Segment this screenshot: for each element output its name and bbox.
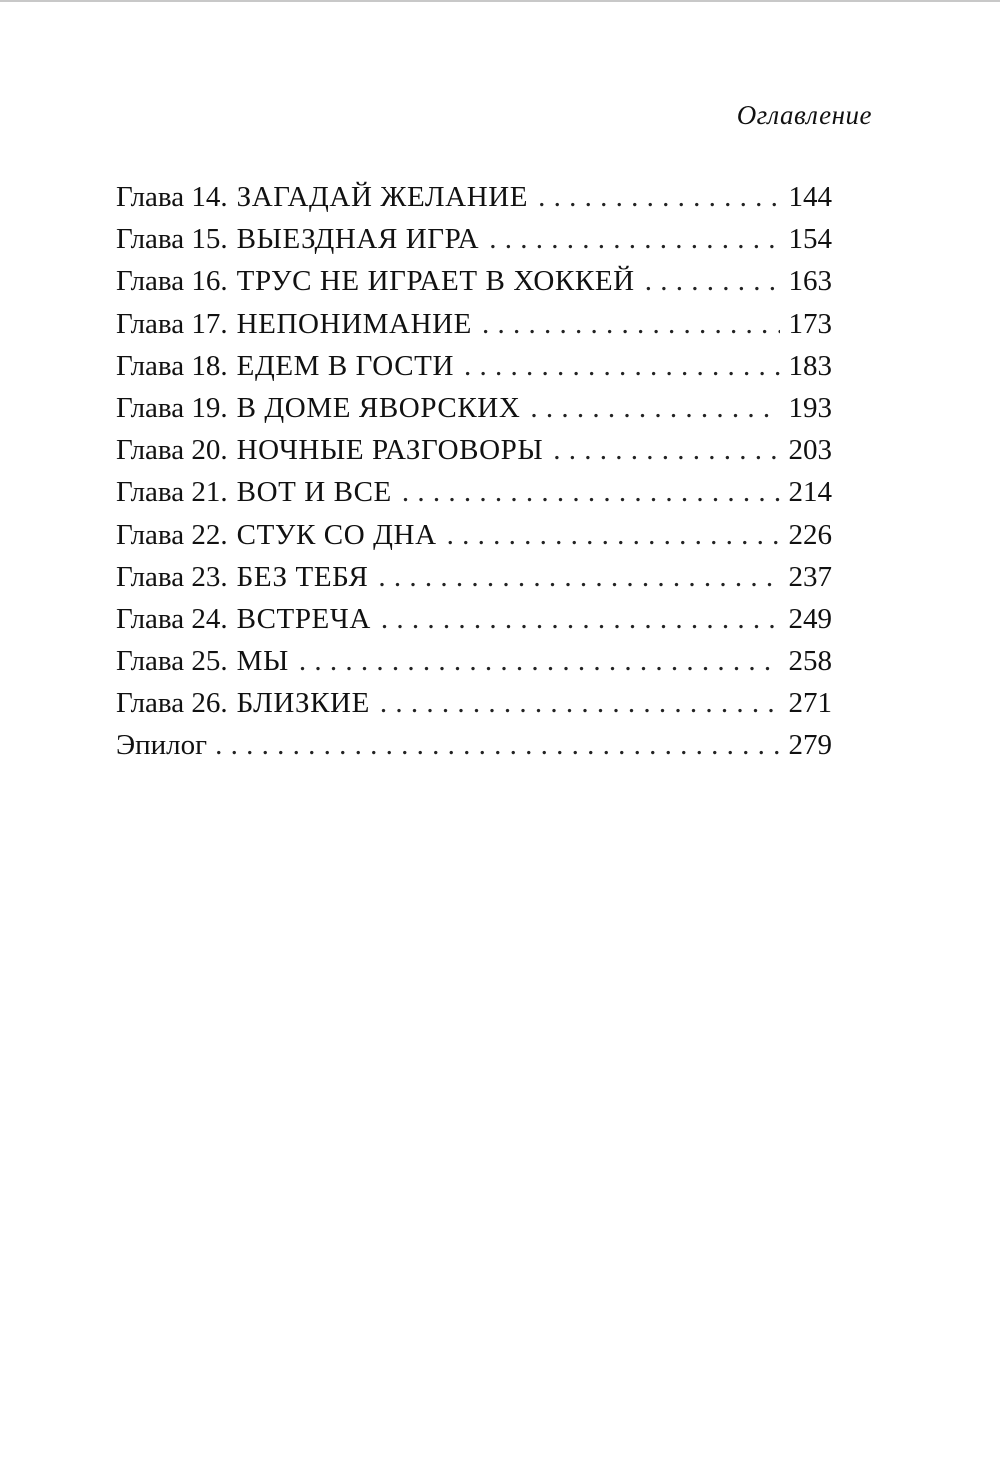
toc-entry[interactable] [116, 473, 832, 515]
dot-leader [402, 473, 780, 511]
toc-entry-page: 154 [788, 223, 832, 256]
toc-entry-title: В ДОМЕ ЯВОРСКИХ [236, 391, 521, 424]
toc-entry-label: Глава 19. [116, 391, 228, 424]
toc-entry-page: 226 [788, 518, 832, 551]
toc-entry[interactable] [116, 220, 832, 262]
dot-leader [447, 516, 780, 554]
toc-entry-page: 193 [788, 391, 832, 424]
toc-entry-label: Глава 14. [116, 181, 228, 213]
dot-leader [645, 262, 780, 300]
toc-entry-label: Глава 22. [116, 518, 228, 551]
toc-entry-title: ВЫЕЗДНАЯ ИГРА [236, 223, 480, 256]
dot-leader [299, 642, 780, 680]
toc-entry-title: БЕЗ ТЕБЯ [236, 560, 369, 593]
dot-leader [215, 726, 780, 764]
dot-leader [380, 684, 780, 722]
toc-entry-label: Глава 16. [116, 265, 228, 298]
toc-entry-page: 163 [788, 265, 832, 298]
toc-entry-page: 237 [788, 560, 832, 593]
toc-entry-label: Глава 26. [116, 687, 228, 720]
toc-entry-label: Глава 20. [116, 434, 228, 467]
toc-entry-label: Глава 23. [116, 560, 228, 593]
toc-entry-page: 258 [788, 645, 832, 678]
dot-leader [553, 431, 780, 469]
toc-entry[interactable] [116, 431, 832, 473]
toc-entry-page: 144 [788, 181, 832, 213]
toc-entry-label: Глава 15. [116, 223, 228, 256]
toc-entry[interactable] [116, 389, 832, 431]
dot-leader [538, 178, 780, 216]
toc-entry-title: МЫ [236, 645, 289, 678]
dot-leader [489, 220, 780, 258]
toc-entry-page: 173 [788, 307, 832, 340]
dot-leader [381, 600, 780, 638]
toc-entry-page: 203 [788, 434, 832, 467]
toc-entry-label: Глава 18. [116, 349, 228, 382]
toc-entry-page: 249 [788, 602, 832, 635]
toc-entry[interactable] [116, 347, 832, 389]
toc-entry[interactable] [116, 558, 832, 600]
table-of-contents [116, 178, 832, 769]
toc-entry-title: БЛИЗКИЕ [236, 687, 370, 720]
toc-entry-label: Глава 17. [116, 307, 228, 340]
toc-entry[interactable] [116, 642, 832, 684]
dot-leader [378, 558, 780, 596]
toc-entry-page: 279 [788, 729, 832, 762]
toc-entry-label: Глава 21. [116, 476, 228, 509]
toc-entry[interactable] [116, 516, 832, 558]
dot-leader [530, 389, 780, 427]
toc-entry-page: 271 [788, 687, 832, 720]
toc-entry-title: ЕДЕМ В ГОСТИ [236, 349, 455, 382]
toc-entry-page: 183 [788, 349, 832, 382]
toc-entry[interactable] [116, 600, 832, 642]
running-head: Оглавление [736, 100, 872, 130]
toc-entry-epilogue[interactable] [116, 726, 832, 768]
toc-entry-title: ВСТРЕЧА [236, 602, 371, 635]
toc-entry-title: ЗАГАДАЙ ЖЕЛАНИЕ [236, 181, 529, 213]
toc-entry-title: НЕПОНИМАНИЕ [236, 307, 472, 340]
page-top-border [0, 0, 1000, 2]
toc-entry-page: 214 [788, 476, 832, 509]
dot-leader [482, 305, 780, 343]
toc-entry-title: СТУК СО ДНА [236, 518, 437, 551]
toc-entry[interactable] [116, 305, 832, 347]
dot-leader [464, 347, 780, 385]
toc-entry-label: Эпилог [116, 729, 208, 762]
toc-entry[interactable] [116, 178, 832, 220]
toc-entry-label: Глава 25. [116, 645, 228, 678]
toc-entry[interactable] [116, 262, 832, 304]
toc-entry-title: ТРУС НЕ ИГРАЕТ В ХОККЕЙ [236, 265, 635, 298]
toc-entry[interactable] [116, 684, 832, 726]
toc-entry-title: НОЧНЫЕ РАЗГОВОРЫ [236, 434, 544, 467]
toc-entry-title: ВОТ И ВСЕ [236, 476, 392, 509]
toc-entry-label: Глава 24. [116, 602, 228, 635]
